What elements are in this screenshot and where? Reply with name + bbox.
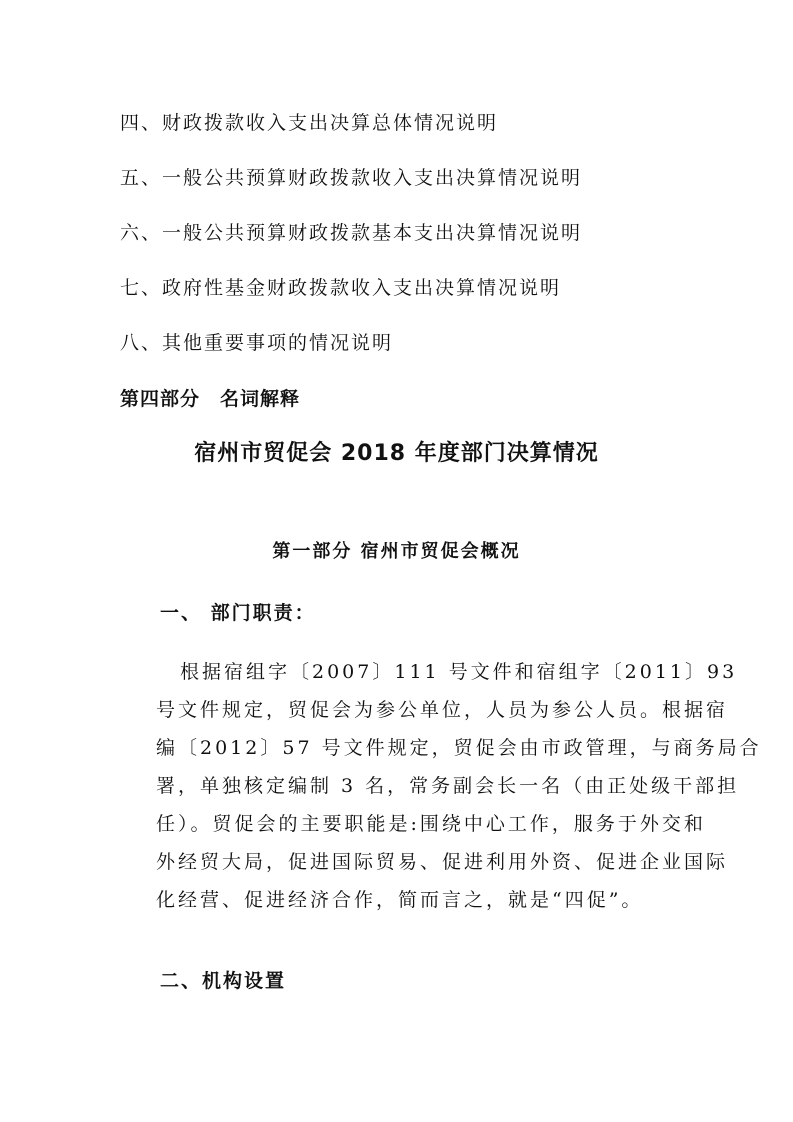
section1-heading: 一、 部门职责： [160,602,316,624]
toc-item-8: 八、其他重要事项的情况说明 [120,332,394,354]
body-line: 外经贸大局，促进国际贸易、促进利用外资、促进企业国际 [156,851,729,873]
section2-heading: 二、机构设置 [160,970,287,992]
body-line: 编〔2012〕57 号文件规定，贸促会由市政管理，与商务局合 [156,737,762,759]
body-line: 根据宿组字〔2007〕111 号文件和宿组字〔2011〕93 [158,661,738,683]
toc-item-4: 四、财政拨款收入支出决算总体情况说明 [120,112,499,134]
body-line: 署，单独核定编制 3 名，常务副会长一名（由正处级干部担 [156,775,740,797]
document-title: 宿州市贸促会 2018 年度部门决算情况 [194,441,599,466]
body-line: 任）。贸促会的主要职能是:围绕中心工作，服务于外交和 [156,813,706,835]
body-line: 号文件规定，贸促会为参公单位，人员为参公人员。根据宿 [156,699,729,721]
part4-heading: 第四部分 名词解释 [120,388,301,410]
toc-item-7: 七、政府性基金财政拨款收入支出决算情况说明 [120,277,562,299]
part1-title: 第一部分 宿州市贸促会概况 [272,541,521,562]
body-line: 化经营、促进经济合作，简而言之，就是“四促”。 [156,889,644,911]
toc-item-6: 六、一般公共预算财政拨款基本支出决算情况说明 [120,222,583,244]
toc-item-5: 五、一般公共预算财政拨款收入支出决算情况说明 [120,167,583,189]
